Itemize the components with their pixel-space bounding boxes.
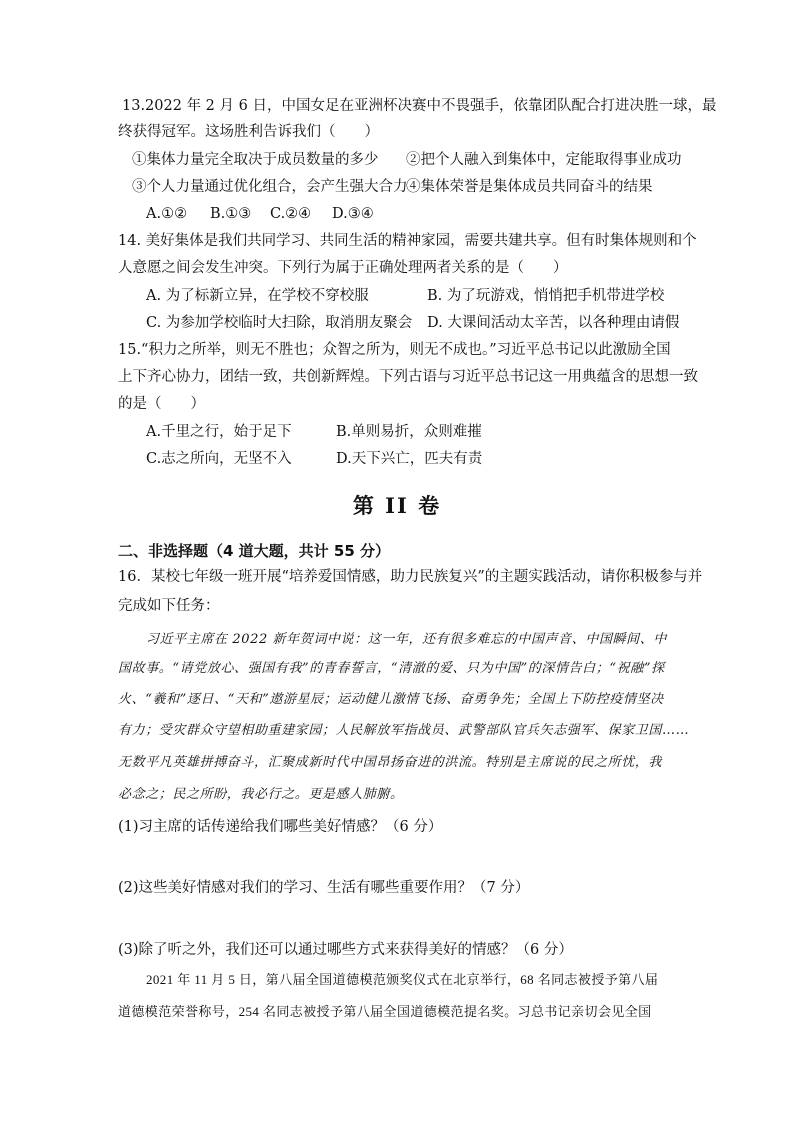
q13-option-3: ③个人力量通过优化组合，会产生强大合力 — [132, 179, 408, 195]
q13-choice-b: B.①③ — [210, 206, 252, 222]
q15-stem-line1: 15.“积力之所举，则无不胜也；众智之所为，则无不成也。”习近平总书记以此激励全国 — [118, 342, 671, 358]
q14-stem-line2: 人意愿之间会发生冲突。下列行为属于正确处理两者关系的是（ ） — [118, 260, 568, 276]
q15-stem-line2: 上下齐心协力，团结一致，共创新辉煌。下列古语与习近平总书记这一用典蕴含的思想一致 — [118, 369, 698, 385]
q13-choice-d: D.③④ — [332, 206, 374, 222]
part-two-title: 第 II 卷 — [352, 493, 442, 518]
q15-option-a: A.千里之行，始于足下 — [146, 424, 292, 440]
q13-stem-line2: 终获得冠军。这场胜利告诉我们（ ） — [118, 124, 379, 140]
q16-material2-line1: 2021 年 11 月 5 日，第八届全国道德模范颁奖仪式在北京举行，68 名同志被授予第八届 — [146, 972, 659, 987]
q13-stem-line1: 13.2022 年 2 月 6 日，中国女足在亚洲杯决赛中不畏强手，依靠团队配合打进决胜一球，最 — [122, 98, 717, 114]
q14-option-b: B. 为了玩游戏，悄悄把手机带进学校 — [427, 288, 665, 304]
q16-material-line5: 无数平凡英雄拼搏奋斗，汇聚成新时代中国昂扬奋进的洪流。特别是主席说的民之所忧，我 — [118, 755, 663, 770]
q13-choice-a: A.①② — [146, 206, 188, 222]
q16-material-line4: 有力；受灾群众守望相助重建家园；人民解放军指战员、武警部队官兵矢志强军、保家卫国…… — [118, 723, 690, 738]
section-heading: 二、非选择题（4 道大题，共计 55 分） — [118, 542, 390, 560]
q15-stem-line3: 的是（ ） — [118, 396, 205, 412]
q15-option-d: D.天下兴亡，匹夫有责 — [336, 451, 483, 467]
q14-stem-line1: 14. 美好集体是我们共同学习、共同生活的精神家园，需要共建共享。但有时集体规则和个 — [118, 233, 697, 249]
q16-subquestion-2: (2)这些美好情感对我们的学习、生活有哪些重要作用？（7 分） — [118, 880, 530, 896]
q15-option-c: C.志之所向，无坚不入 — [146, 451, 292, 467]
q16-material-line2: 国故事。“请党放心、强国有我”的青春誓言，“清澈的爱、只为中国”的深情告白；“祝融”探 — [118, 661, 665, 676]
q16-material-line6: 必念之；民之所盼，我必行之。更是感人肺腑。 — [118, 787, 404, 802]
q13-option-2: ②把个人融入到集体中，定能取得事业成功 — [406, 152, 682, 168]
q16-subquestion-1: (1)习主席的话传递给我们哪些美好情感？（6 分） — [118, 819, 443, 835]
q13-choice-c: C.②④ — [270, 206, 312, 222]
q14-option-d: D. 大课间活动太辛苦，以各种理由请假 — [427, 315, 680, 331]
q13-option-1: ①集体力量完全取决于成员数量的多少 — [132, 152, 379, 168]
q16-material2-line2: 道德模范荣誉称号，254 名同志被授予第八届全国道德模范提名奖。习总书记亲切会见全国 — [118, 1004, 652, 1019]
q16-material-line1: 习近平主席在 2022 新年贺词中说：这一年，还有很多难忘的中国声音、中国瞬间、中 — [146, 632, 667, 647]
q14-option-a: A. 为了标新立异，在学校不穿校服 — [146, 288, 369, 304]
q15-option-b: B.单则易折，众则难摧 — [336, 424, 482, 440]
q14-option-c: C. 为参加学校临时大扫除，取消朋友聚会 — [146, 315, 413, 331]
q16-stem-line2: 完成如下任务： — [118, 598, 220, 614]
q16-subquestion-3: (3)除了听之外，我们还可以通过哪些方式来获得美好的情感？（6 分） — [118, 942, 573, 958]
q16-material-line3: 火、“羲和”逐日、“天和”遨游星辰；运动健儿激情飞扬、奋勇争先；全国上下防控疫情坚决 — [118, 692, 664, 707]
q13-option-4: ④集体荣誉是集体成员共同奋斗的结果 — [406, 179, 653, 195]
q16-stem-line1: 16．某校七年级一班开展“培养爱国情感，助力民族复兴”的主题实践活动，请你积极参与并 — [118, 569, 703, 585]
